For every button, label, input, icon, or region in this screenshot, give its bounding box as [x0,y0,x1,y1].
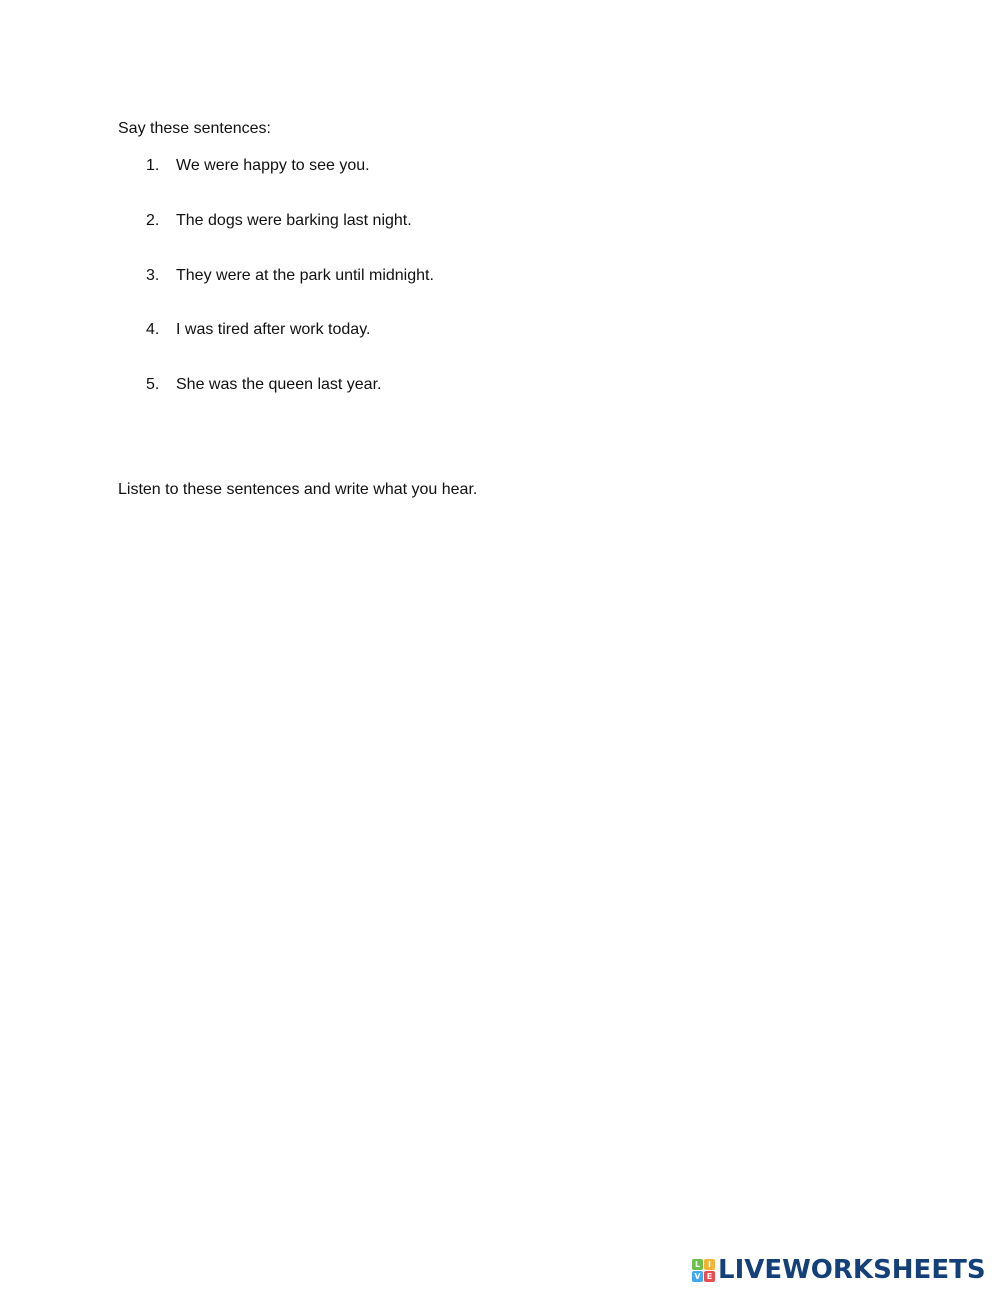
logo-tile: V [692,1271,703,1282]
sentence-item [146,266,434,286]
sentence-item [146,375,434,395]
sentence-text: We were happy to see you. [176,157,370,174]
intro-instruction: Say these sentences: [118,120,271,137]
liveworksheets-logo [692,1256,986,1284]
logo-tile: L [692,1259,703,1270]
sentence-number: 4. [146,321,160,339]
logo-tile: E [704,1271,715,1282]
live-tiles-icon [692,1259,715,1282]
sentence-list [146,156,434,430]
sentence-number: 3. [146,266,160,284]
logo-tile: I [704,1259,715,1270]
sentence-text: I was tired after work today. [176,321,371,339]
sentence-number: 5. [146,376,160,394]
sentence-item [146,211,434,231]
sentence-text: The dogs were barking last night. [176,211,412,229]
sentence-number: 1. [146,157,160,174]
sentence-number: 2. [146,211,160,229]
listen-instruction: Listen to these sentences and write what you hear. [118,481,478,498]
sentence-item [146,156,434,176]
logo-wordmark: LIVEWORKSHEETS [718,1255,986,1285]
sentence-item [146,320,434,340]
sentence-text: They were at the park until midnight. [176,266,434,284]
sentence-text: She was the queen last year. [176,376,382,394]
